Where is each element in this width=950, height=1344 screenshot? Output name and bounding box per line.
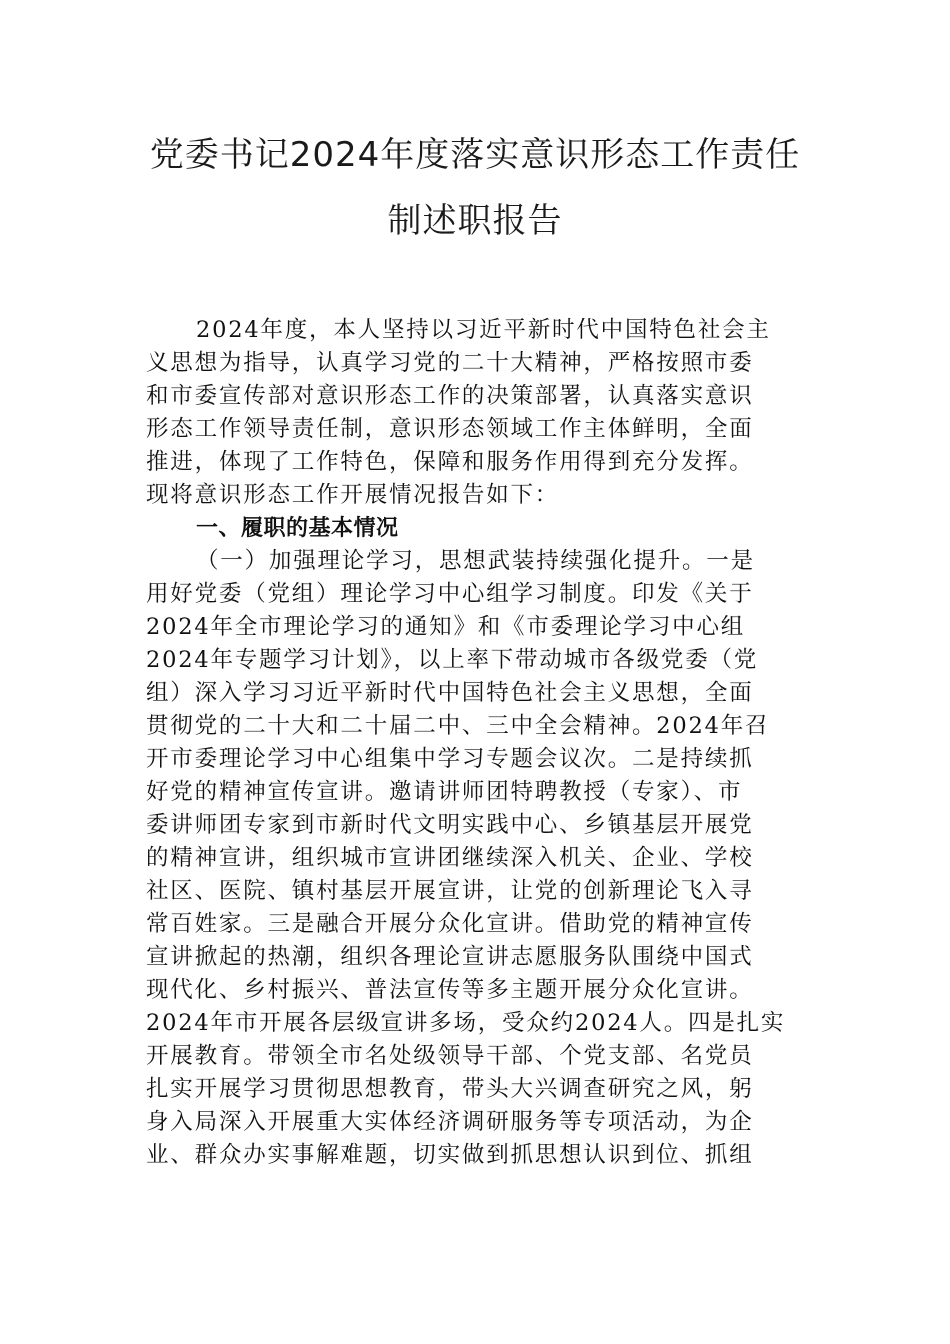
report-title-line-2: 制述职报告: [387, 201, 563, 241]
paragraph-line: （一）加强理论学习，思想武装持续强化提升。一是: [196, 548, 755, 574]
paragraph-line: 业、群众办实事解难题，切实做到抓思想认识到位、抓组: [146, 1142, 754, 1168]
paragraph-line: 推进，体现了工作特色，保障和服务作用得到充分发挥。: [146, 449, 754, 475]
paragraph-line: 贯彻党的二十大和二十届二中、三中全会精神。2024年召: [146, 713, 770, 739]
paragraph-line: 开市委理论学习中心组集中学习专题会议次。二是持续抓: [146, 746, 754, 772]
paragraph-line: 2024年度，本人坚持以习近平新时代中国特色社会主: [196, 317, 771, 343]
paragraph-line: 现代化、乡村振兴、普法宣传等多主题开展分众化宣讲。: [146, 977, 754, 1003]
paragraph-line: 常百姓家。三是融合开展分众化宣讲。借助党的精神宣传: [146, 911, 754, 937]
report-body: [146, 314, 866, 1172]
paragraph-line: 和市委宣传部对意识形态工作的决策部署，认真落实意识: [146, 383, 754, 409]
report-title-line-1: 党委书记2024年度落实意识形态工作责任: [149, 135, 801, 175]
paragraph-line: 用好党委（党组）理论学习中心组学习制度。印发《关于: [146, 581, 754, 607]
paragraph-line: 宣讲掀起的热潮，组织各理论宣讲志愿服务队围绕中国式: [146, 944, 754, 970]
paragraph-line: 形态工作领导责任制，意识形态领域工作主体鲜明，全面: [146, 416, 754, 442]
paragraph-line: 开展教育。带领全市名处级领导干部、个党支部、名党员: [146, 1043, 754, 1069]
paragraph-line: 委讲师团专家到市新时代文明实践中心、乡镇基层开展党: [146, 812, 754, 838]
paragraph-line: 的精神宣讲，组织城市宣讲团继续深入机关、企业、学校: [146, 845, 754, 871]
paragraph-line: 扎实开展学习贯彻思想教育，带头大兴调查研究之风，躬: [146, 1076, 754, 1102]
paragraph-line: 2024年专题学习计划》，以上率下带动城市各级党委（党: [146, 647, 759, 673]
paragraph-line: 身入局深入开展重大实体经济调研服务等专项活动，为企: [146, 1109, 754, 1135]
section-heading: 一、履职的基本情况: [196, 516, 399, 541]
paragraph-line: 组）深入学习习近平新时代中国特色社会主义思想，全面: [146, 680, 754, 706]
paragraph-line: 好党的精神宣传宣讲。邀请讲师团特聘教授（专家）、市: [146, 779, 743, 805]
paragraph-line: 2024年市开展各层级宣讲多场，受众约2024人。四是扎实: [146, 1010, 786, 1036]
paragraph-line: 现将意识形态工作开展情况报告如下：: [146, 482, 560, 508]
paragraph-line: 2024年全市理论学习的通知》和《市委理论学习中心组: [146, 614, 746, 640]
paragraph-line: 社区、医院、镇村基层开展宣讲，让党的创新理论飞入寻: [146, 878, 754, 904]
paragraph-line: 义思想为指导，认真学习党的二十大精神，严格按照市委: [146, 350, 754, 376]
